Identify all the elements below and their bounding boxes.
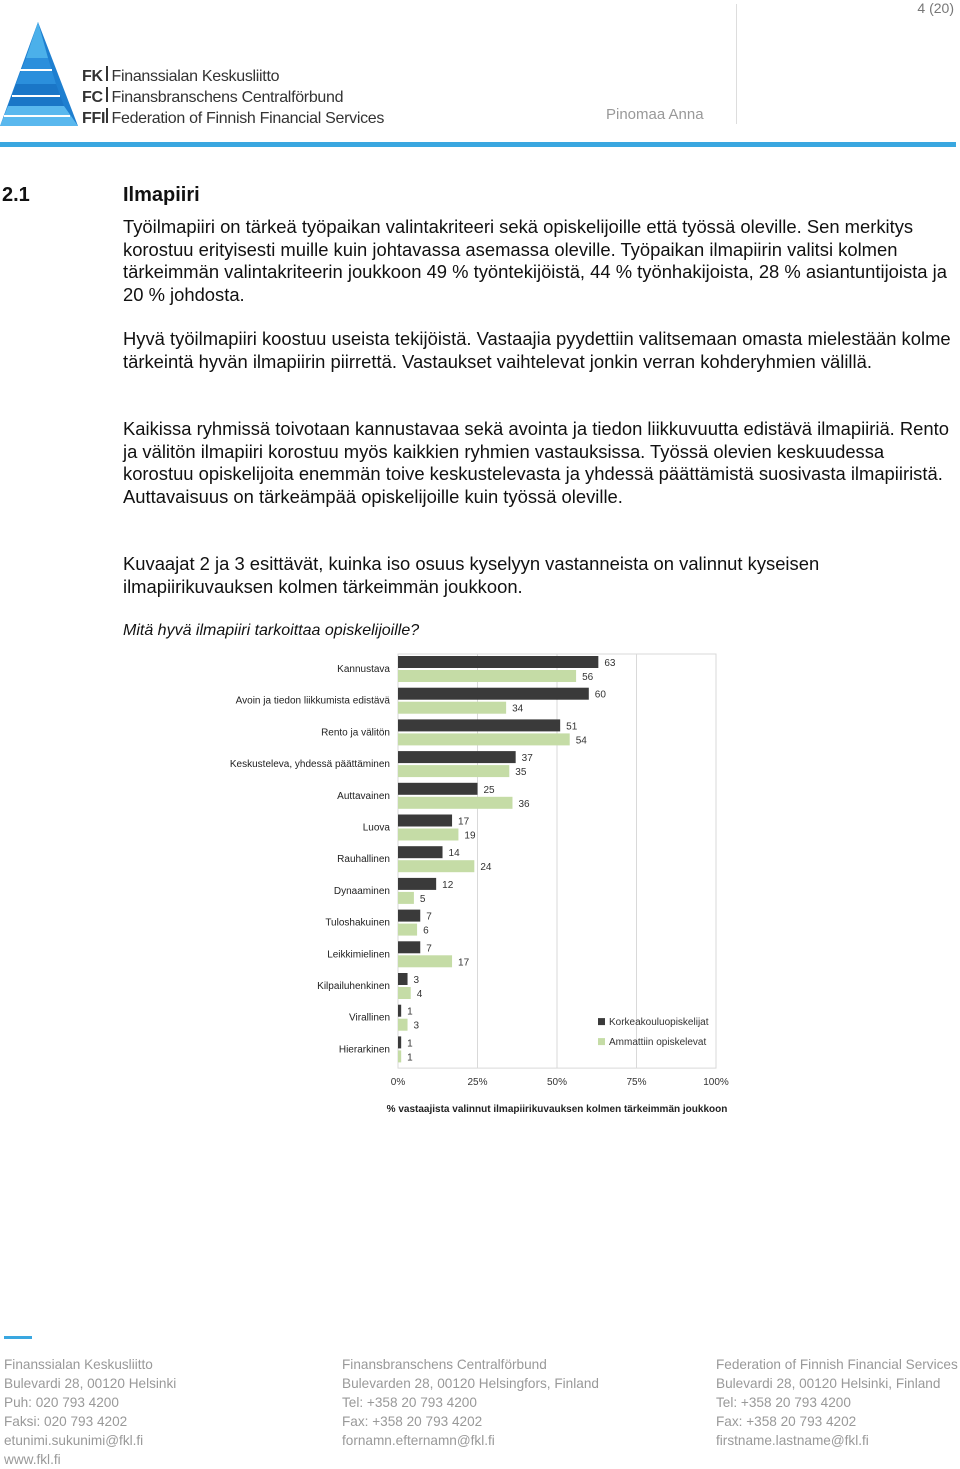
paragraph: Työilmapiiri on tärkeä työpaikan valintakriteeri sekä opiskelijoille että työssä oleville. Sen merkitys korostuu erityisesti muille kuin johtavassa asemassa oleville. Työpaikan ilmapiirin valitsi kolmen tärkeimmän valintakriteerin joukkoon 49 % työntekijöistä, 44 % työnhakijoista, 28 % asiantuntijoista ja 20 % johdosta. — [123, 216, 947, 305]
category-label: Leikkimielinen — [327, 949, 390, 961]
category-label: Tuloshakuinen — [325, 917, 390, 929]
footer-column-ffi — [716, 1355, 958, 1450]
footer-line: fornamn.efternamn@fkl.fi — [342, 1433, 495, 1448]
logo-organization-name: Federation of Finnish Financial Services — [111, 110, 385, 127]
bar-ammattiin-opiskelevat — [398, 987, 411, 999]
logo-abbreviation: FC — [82, 89, 103, 106]
bar-korkeakouluopiskelijat — [398, 1005, 401, 1017]
data-label: 4 — [416, 989, 423, 1000]
bar-korkeakouluopiskelijat — [398, 751, 516, 763]
footer-line: Faksi: 020 793 4202 — [4, 1414, 128, 1429]
x-axis-label: % vastaajista valinnut ilmapiirikuvauksen kolmen tärkeimmän joukkoon — [386, 1104, 728, 1116]
data-label: 51 — [566, 721, 578, 733]
header-rule — [0, 142, 956, 147]
footer-line: Bulevardi 28, 00120 Helsinki, Finland — [716, 1376, 941, 1391]
bar-ammattiin-opiskelevat — [398, 892, 414, 904]
bar-ammattiin-opiskelevat — [398, 860, 474, 872]
footer-line: Fax: +358 20 793 4202 — [716, 1414, 857, 1429]
footer-line: Bulevarden 28, 00120 Helsingfors, Finland — [342, 1376, 599, 1391]
footer-line: Finansbranschens Centralförbund — [342, 1357, 547, 1372]
bar-ammattiin-opiskelevat — [398, 733, 570, 745]
x-tick-label: 75% — [626, 1077, 647, 1089]
footer-line: etunimi.sukunimi@fkl.fi — [4, 1433, 144, 1448]
data-label: 1 — [407, 1038, 413, 1050]
data-label: 60 — [594, 689, 606, 701]
logo-abbreviation: FK — [82, 68, 103, 85]
category-label: Luova — [362, 822, 390, 834]
bar-korkeakouluopiskelijat — [398, 783, 478, 795]
data-label: 7 — [426, 943, 432, 955]
logo-divider — [106, 87, 108, 102]
bar-korkeakouluopiskelijat — [398, 815, 452, 827]
bar-ammattiin-opiskelevat — [398, 955, 452, 967]
bar-ammattiin-opiskelevat — [398, 765, 509, 777]
category-label: Dynaaminen — [333, 885, 390, 897]
data-label: 5 — [419, 893, 426, 905]
data-label: 54 — [575, 735, 587, 747]
category-label: Keskusteleva, yhdessä päättäminen — [229, 759, 390, 771]
bar-ammattiin-opiskelevat — [398, 1050, 401, 1062]
data-label: 12 — [442, 879, 454, 891]
paragraph: Kaikissa ryhmissä toivotaan kannustavaa sekä avointa ja tiedon liikkuvuutta edistävä ilmapiiriä. Rento ja välitön ilmapiiri korostuu myös kaikkien ryhmien vastauksissa. Työssä olevien keskuudessa korostuu opiskelijoita enemmän toive keskustelevasta ja yhdessä päättämistä suosivasta ilmapiiristä. Auttavaisuus on tärkeämpää opiskelijoille kuin työssä oleville. — [123, 418, 949, 507]
x-tick-label: 0% — [390, 1077, 406, 1089]
chart-caption: Mitä hyvä ilmapiiri tarkoittaa opiskelijoille? — [123, 622, 420, 639]
bar-korkeakouluopiskelijat — [398, 719, 560, 731]
logo-line — [82, 87, 402, 108]
legend-label: Ammattiin opiskelevat — [609, 1037, 707, 1049]
data-label: 1 — [407, 1052, 413, 1064]
data-label: 56 — [582, 672, 594, 683]
bar-ammattiin-opiskelevat — [398, 797, 512, 809]
category-label: Avoin ja tiedon liikkumista edistävä — [235, 695, 390, 707]
footer-line: Tel: +358 20 793 4200 — [342, 1395, 477, 1410]
footer-line: Finanssialan Keskusliitto — [4, 1357, 153, 1372]
x-tick-label: 100% — [703, 1077, 729, 1089]
data-label: 37 — [521, 753, 533, 765]
logo-organization-name: Finanssialan Keskusliitto — [111, 68, 280, 85]
footer-line: Tel: +358 20 793 4200 — [716, 1395, 851, 1410]
legend-swatch — [598, 1018, 605, 1025]
category-label: Rento ja välitön — [321, 727, 390, 739]
data-label: 63 — [604, 658, 616, 669]
x-tick-label: 25% — [467, 1077, 488, 1089]
category-label: Hierarkinen — [338, 1044, 390, 1056]
bar-korkeakouluopiskelijat — [398, 1036, 401, 1048]
logo-divider — [106, 66, 108, 81]
bar-korkeakouluopiskelijat — [398, 656, 598, 668]
section-number: 2.1 — [2, 184, 30, 206]
bar-ammattiin-opiskelevat — [398, 1019, 408, 1031]
fk-logo-icon — [0, 20, 80, 126]
category-label: Kilpailuhenkinen — [317, 981, 390, 992]
data-label: 7 — [426, 911, 432, 923]
bar-korkeakouluopiskelijat — [398, 846, 443, 858]
bar-ammattiin-opiskelevat — [398, 670, 576, 682]
paragraph: Hyvä työilmapiiri koostuu useista tekijöistä. Vastaajia pyydettiin valitsemaan omasta mielestään kolme tärkeintä hyvän ilmapiirin piirrettä. Vastaukset vaihtelevat jonkin verran kohderyhmien välillä. — [123, 328, 951, 372]
logo-abbreviation: FFI — [82, 110, 106, 127]
bar-korkeakouluopiskelijat — [398, 941, 420, 953]
data-label: 24 — [480, 862, 492, 874]
data-label: 19 — [464, 830, 476, 842]
header-separator — [736, 4, 737, 124]
category-label: Auttavainen — [337, 790, 390, 802]
data-label: 35 — [515, 767, 527, 779]
legend-swatch — [598, 1038, 605, 1045]
logo-organization-name: Finansbranschens Centralförbund — [111, 89, 344, 106]
bar-korkeakouluopiskelijat — [398, 878, 436, 890]
bar-chart — [200, 650, 760, 1120]
logo-line — [82, 66, 402, 87]
data-label: 3 — [413, 975, 420, 986]
footer-line: firstname.lastname@fkl.fi — [716, 1433, 869, 1448]
bar-korkeakouluopiskelijat — [398, 910, 420, 922]
footer-line: www.fkl.fi — [4, 1452, 61, 1467]
data-label: 3 — [413, 1020, 420, 1032]
section-title: Ilmapiiri — [123, 184, 200, 206]
footer-line: Bulevardi 28, 00120 Helsinki — [4, 1376, 177, 1391]
category-label: Virallinen — [349, 1012, 390, 1024]
data-label: 17 — [458, 816, 470, 828]
data-label: 36 — [518, 798, 530, 810]
data-label: 6 — [423, 925, 429, 937]
logo-text — [82, 66, 402, 129]
bar-ammattiin-opiskelevat — [398, 702, 506, 714]
bar-korkeakouluopiskelijat — [398, 688, 589, 700]
data-label: 34 — [512, 703, 524, 715]
category-label: Kannustava — [337, 664, 390, 675]
author-name: Pinomaa Anna — [606, 106, 704, 123]
footer-column-fk — [4, 1355, 176, 1469]
bar-korkeakouluopiskelijat — [398, 973, 408, 985]
footer-line: Puh: 020 793 4200 — [4, 1395, 119, 1410]
data-label: 17 — [458, 957, 470, 969]
bar-ammattiin-opiskelevat — [398, 924, 417, 936]
footer-line: Federation of Finnish Financial Services — [716, 1357, 958, 1372]
paragraph: Kuvaajat 2 ja 3 esittävät, kuinka iso osuus kyselyyn vastanneista on valinnut kyseisen ilmapiirikuvauksen kolmen tärkeimmän joukkoon. — [123, 553, 820, 597]
x-tick-label: 50% — [546, 1077, 568, 1089]
footer-column-fc — [342, 1355, 599, 1450]
data-label: 25 — [483, 784, 495, 796]
legend-label: Korkeakouluopiskelijat — [609, 1017, 709, 1029]
logo-line — [82, 108, 402, 129]
data-label: 1 — [407, 1006, 413, 1018]
footer-accent — [4, 1336, 32, 1339]
page-number: 4 (20) — [917, 0, 954, 16]
footer-line: Fax: +358 20 793 4202 — [342, 1414, 483, 1429]
data-label: 14 — [448, 848, 460, 860]
bar-ammattiin-opiskelevat — [398, 829, 458, 841]
logo-divider — [106, 108, 108, 123]
category-label: Rauhallinen — [337, 854, 390, 866]
